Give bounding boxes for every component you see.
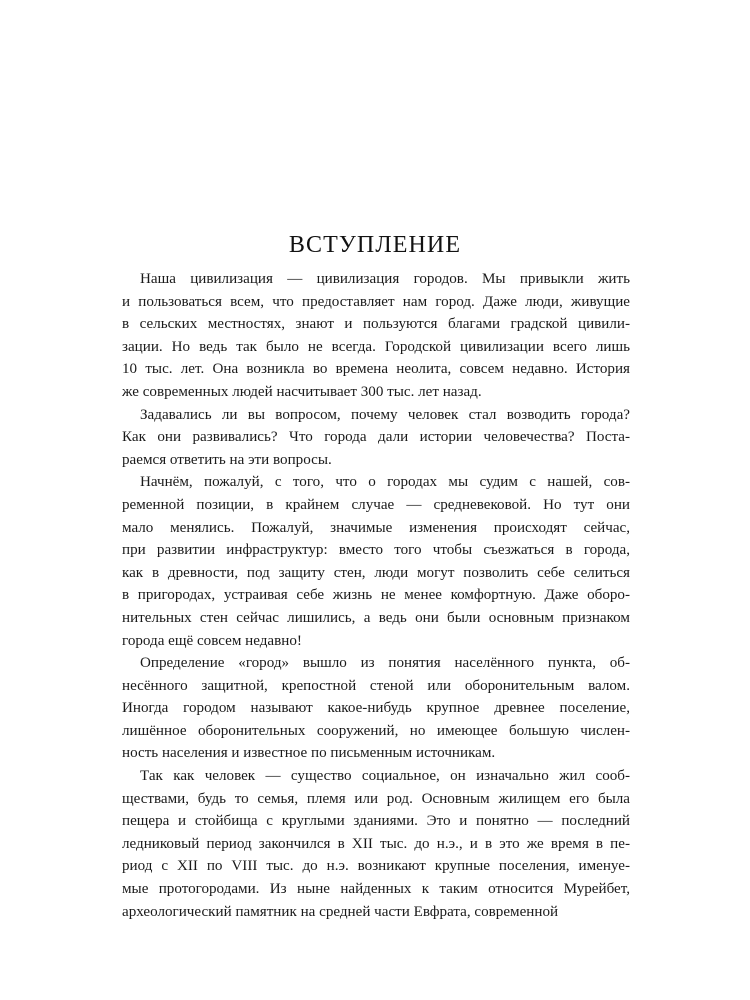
text-line: ность населения и известное по письменным источникам. xyxy=(122,745,496,762)
text-line: мало менялись. Пожалуй, значимые изменения происходят сейчас, xyxy=(122,519,630,536)
text-line: в сельских местностях, знают и пользуются благами градской цивили- xyxy=(122,316,630,333)
text-line: лишённое оборонительных сооружений, но имеющее большую числен- xyxy=(122,722,630,739)
text-line: Иногда городом называют какое-нибудь крупное древнее поселение, xyxy=(122,700,630,717)
text-line: раемся ответить на эти вопросы. xyxy=(122,451,332,468)
text-line: в пригородах, устраивая себе жизнь не менее комфортную. Даже оборо- xyxy=(122,587,630,604)
text-line: зации. Но ведь так было не всегда. Городской цивилизации всего лишь xyxy=(122,338,630,355)
text-line: как в древности, под защиту стен, люди могут позволить себе селиться xyxy=(122,564,630,581)
paragraph xyxy=(122,268,630,404)
text-line: Так как человек — существо социальное, он изначально жил сооб- xyxy=(140,768,630,785)
text-line: Определение «город» вышло из понятия населённого пункта, об- xyxy=(140,655,630,672)
paragraph xyxy=(122,765,630,923)
text-line: пещера и стойбища с круглыми зданиями. Это и понятно — последний xyxy=(122,813,630,830)
page-title: ВСТУПЛЕНИЕ xyxy=(288,232,462,258)
text-line: 10 тыс. лет. Она возникла во времена неолита, совсем недавно. История xyxy=(122,361,630,378)
text-line: города ещё совсем недавно! xyxy=(122,632,302,649)
text-line: Начнём, пожалуй, с того, что о городах мы судим с нашей, сов- xyxy=(140,474,630,491)
text-line: несённого защитной, крепостной стеной или оборонительным валом. xyxy=(122,677,630,694)
text-line: ществами, будь то семья, племя или род. Основным жилищем его была xyxy=(122,790,630,807)
text-line: мые протогородами. Из ныне найденных к таким относится Мурейбет, xyxy=(122,881,630,898)
paragraph xyxy=(122,652,630,765)
text-line: же современных людей насчитывает 300 тыс. лет назад. xyxy=(122,383,482,400)
text-line: ледниковый период закончился в XII тыс. до н.э., и в это же время в пе- xyxy=(122,835,630,852)
body-text-column xyxy=(122,268,630,923)
paragraph xyxy=(122,404,630,472)
text-line: археологический памятник на средней части Евфрата, современной xyxy=(122,903,559,920)
text-line: и пользоваться всем, что предоставляет нам город. Даже люди, живущие xyxy=(122,293,630,310)
text-line: при развитии инфраструктур: вместо того чтобы съезжаться в города, xyxy=(122,542,630,559)
text-line: риод с XII по VIII тыс. до н.э. возникают крупные поселения, именуе- xyxy=(122,858,630,875)
paragraph xyxy=(122,471,630,652)
text-line: нительных стен сейчас лишились, а ведь они были основным признаком xyxy=(122,609,630,626)
text-line: ременной позиции, в крайнем случае — средневековой. Но тут они xyxy=(122,496,630,513)
text-line: Задавались ли вы вопросом, почему человек стал возводить города? xyxy=(140,406,630,423)
text-line: Как они развивались? Что города дали истории человечества? Поста- xyxy=(122,429,630,446)
text-line: Наша цивилизация — цивилизация городов. Мы привыкли жить xyxy=(140,271,630,287)
